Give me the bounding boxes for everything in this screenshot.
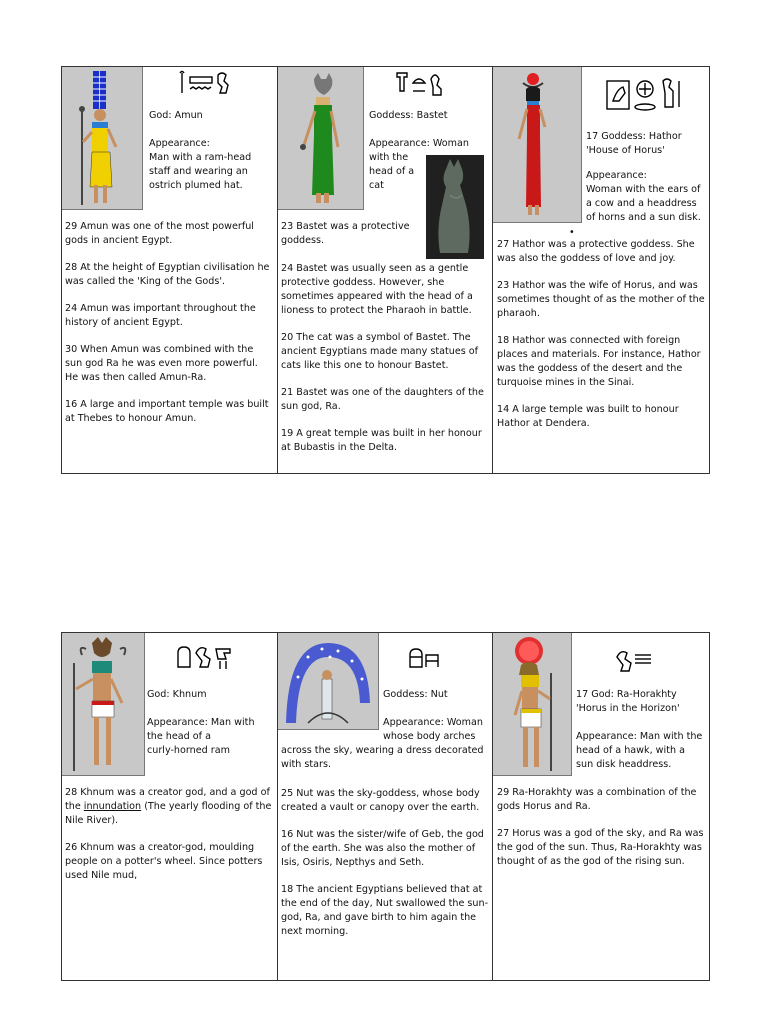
amun-fact: 30 When Amun was combined with the sun god Ra he was even more powerful. He was then called Amun-Ra.: [65, 344, 258, 383]
amun-title: God: Amun: [149, 110, 203, 121]
hathor-appearance-label: Appearance:: [586, 170, 647, 181]
khnum-illustration: [62, 633, 145, 776]
amun-facts: [65, 220, 273, 439]
khnum-hieroglyph-icon: [174, 643, 236, 677]
amun-card: [62, 67, 277, 473]
bastet-facts: [281, 262, 489, 468]
nut-hieroglyph-icon: [406, 647, 442, 675]
nut-facts: [281, 787, 489, 952]
hathor-illustration: [493, 67, 582, 223]
ra-horakhty-appearance-label: Appearance: Man with the: [576, 731, 703, 742]
khnum-fact: 26 Khnum was a creator-god, moulding people on a potter's wheel. Since potters used Nile mud,: [65, 842, 263, 881]
nut-fact: 25 Nut was the sky-goddess, whose body created a vault or canopy over the earth.: [281, 788, 480, 813]
bottom-card-row: [61, 632, 710, 981]
bastet-title: Goddess: Bastet: [369, 110, 448, 121]
hathor-fact: 18 Hathor was connected with foreign places and materials. For instance, Hathor was the goddess of the desert and the turquoise mines in the Sinai.: [497, 335, 701, 388]
bastet-fact: 24 Bastet was usually seen as a gentle protective goddess. However, she sometimes appeared with the head of a lioness to protect the Pharaoh in battle.: [281, 263, 473, 316]
khnum-fact-text: (The yearly flooding of the Nile River).: [65, 801, 272, 826]
amun-appearance-label: Appearance:: [149, 138, 210, 149]
nut-appearance-text: whose body arches across the sky, wearing a dress decorated with stars.: [281, 731, 484, 770]
ra-horakhty-title: 17 God: Ra-Horakhty 'Horus in the Horizon': [576, 689, 680, 714]
bastet-hieroglyph-icon: [395, 69, 447, 101]
bastet-fact: 23 Bastet was a protective goddess.: [281, 221, 410, 246]
hathor-appearance-text: Woman with the ears of a cow and a headdress of horns and a sun disk.: [586, 184, 701, 223]
khnum-title: God: Khnum: [147, 689, 207, 700]
bastet-cat-statue-photo: [426, 155, 484, 259]
ra-horakhty-fact: 29 Ra-Horakhty was a combination of the gods Horus and Ra.: [497, 787, 697, 812]
ra-horakhty-card: [492, 633, 709, 980]
nut-card: [277, 633, 492, 980]
nut-appearance-label: Appearance: Woman: [383, 717, 483, 728]
amun-fact: 24 Amun was important throughout the history of ancient Egypt.: [65, 303, 256, 328]
amun-appearance-text: Man with a ram-head staff and wearing an ostrich plumed hat.: [149, 152, 252, 191]
amun-fact: 16 A large and important temple was built at Thebes to honour Amun.: [65, 399, 269, 424]
hathor-bullet: •: [569, 227, 575, 238]
khnum-fact-underlined-word: innundation: [83, 801, 142, 812]
nut-title: Goddess: Nut: [383, 689, 448, 700]
ra-horakhty-hieroglyph-icon: [613, 647, 653, 677]
khnum-card: [62, 633, 277, 980]
bastet-appearance-text: with the head of a cat: [369, 152, 415, 191]
ra-horakhty-fact: 27 Horus was a god of the sky, and Ra was the god of the sun. Thus, Ra-Horakhty was thought of as the god of the rising sun.: [497, 828, 704, 867]
hathor-title: 17 Goddess: Hathor 'House of Horus': [586, 131, 682, 156]
nut-fact: 16 Nut was the sister/wife of Geb, the god of the earth. She was also the mother of Isis, Osiris, Nepthys and Seth.: [281, 829, 484, 868]
amun-fact: 29 Amun was one of the most powerful gods in ancient Egypt.: [65, 221, 254, 246]
amun-illustration: [62, 67, 143, 210]
amun-hieroglyph-icon: [178, 69, 232, 101]
nut-fact: 18 The ancient Egyptians believed that at the end of the day, Nut swallowed the sun-god, Ra, and gave birth to him again the next morning.: [281, 884, 489, 937]
nut-illustration: [278, 633, 379, 730]
bastet-illustration: [278, 67, 364, 210]
bastet-appearance-label: Appearance: Woman: [369, 138, 469, 149]
khnum-appearance-label: Appearance: Man with: [147, 717, 255, 728]
hathor-facts: [497, 238, 707, 444]
khnum-fact-text: 28 Khnum was a creator god, and a god of the: [65, 787, 270, 812]
bastet-fact: 20 The cat was a symbol of Bastet. The ancient Egyptians made many statues of cats like this one to honour Bastet.: [281, 332, 479, 371]
ra-horakhty-facts: [497, 786, 705, 882]
khnum-facts: [65, 786, 273, 896]
hathor-fact: 23 Hathor was the wife of Horus, and was sometimes thought of as the mother of the pharaoh.: [497, 280, 705, 319]
khnum-fact: [65, 786, 273, 828]
bastet-card: [277, 67, 492, 473]
amun-fact: 28 At the height of Egyptian civilisation he was called the 'King of the Gods'.: [65, 262, 270, 287]
ra-horakhty-appearance-text: head of a hawk, with a sun disk headdress.: [576, 745, 685, 770]
top-card-row: [61, 66, 710, 474]
ra-horakhty-illustration: [493, 633, 572, 776]
khnum-appearance-text: the head of a curly-horned ram: [147, 731, 230, 756]
hathor-hieroglyph-icon: [605, 75, 685, 119]
hathor-fact: 27 Hathor was a protective goddess. She was also the goddess of love and joy.: [497, 239, 695, 264]
bastet-fact: 19 A great temple was built in her honour at Bubastis in the Delta.: [281, 428, 482, 453]
hathor-card: [492, 67, 709, 473]
bastet-fact: 21 Bastet was one of the daughters of the sun god, Ra.: [281, 387, 484, 412]
hathor-fact: 14 A large temple was built to honour Hathor at Dendera.: [497, 404, 679, 429]
